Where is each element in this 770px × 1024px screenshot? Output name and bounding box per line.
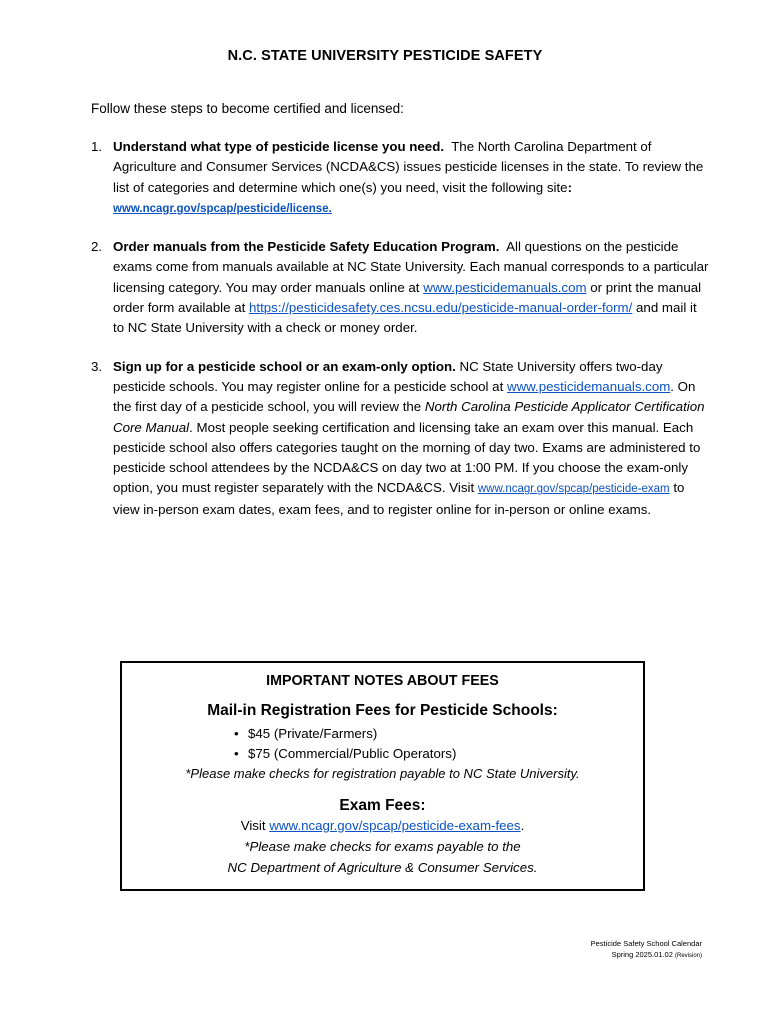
step-lead: Sign up for a pesticide school or an exam-only option. (113, 358, 456, 374)
pesticide-manuals-link[interactable]: www.pesticidemanuals.com (423, 279, 587, 295)
footer-revision: (Revision) (674, 953, 702, 959)
footer (591, 938, 702, 962)
step-text: The North Carolina Department of Agriculture and Consumer Services (NCDA&CS) issues pesticide licenses in the state. To review the list of categories and determine which one(s) you need, visit the following site (113, 139, 704, 195)
step-1 (91, 137, 711, 219)
pesticide-manuals-link[interactable]: www.pesticidemanuals.com (506, 378, 671, 394)
step-3 (91, 357, 711, 520)
steps-list (91, 137, 711, 538)
step-text: and mail it to NC State University with a check or money order. (113, 300, 697, 336)
exam-check-note: *Please make checks for exams payable to the (244, 839, 521, 854)
bullet-icon: • (234, 726, 239, 741)
step-number: 1. (91, 139, 103, 154)
step-text: . Most people seeking certification and licensing take an exam over this manual. Each pesticide school also offers categories taught on the morning of day two. Exams are administered to pesticide school attendees by the NCDA&CS on day two at 1:00 PM. If you choose the exam-only option, you must register separately with the NCDA&CS. Visit (113, 419, 701, 496)
exam-check-note-2: NC Department of Agriculture & Consumer Services. (227, 860, 538, 875)
license-link[interactable]: www.ncagr.gov/spcap/pesticide/license. (113, 202, 332, 215)
step-text: . On the first day of a pesticide school, you will review the (113, 378, 696, 415)
footer-version (591, 949, 702, 962)
exam-fees-link[interactable]: www.ncagr.gov/spcap/pesticide-exam-fees (269, 818, 521, 833)
step-lead: Understand what type of pesticide license you need. (113, 139, 445, 154)
period: . (520, 818, 525, 833)
footer-title: Pesticide Safety School Calendar (590, 939, 702, 948)
list-item (122, 724, 643, 744)
footer-date: Spring 2025.01.02 (611, 950, 673, 959)
pesticide-exam-link[interactable]: www.ncagr.gov/spcap/pesticide-exam (477, 483, 670, 496)
core-manual-title: North Carolina Pesticide Applicator Certification Core Manual (113, 399, 705, 435)
step-number: 2. (91, 239, 103, 255)
registration-check-note: *Please make checks for registration payable to NC State University. (185, 766, 580, 781)
exam-fees-heading: Exam Fees: (339, 797, 426, 814)
step-lead: Order manuals from the Pesticide Safety Education Program. (113, 239, 500, 255)
mail-in-fees-heading: Mail-in Registration Fees for Pesticide Schools: (207, 702, 558, 719)
step-text: NC State University offers two-day pesticide schools. You may register online for a pesticide school at (113, 358, 663, 394)
step-text: All questions on the pesticide exams come from manuals available at NC State University. Each manual corresponds to a particular licensing category. You may order manuals online at (113, 239, 709, 295)
step-text: to view in-person exam dates, exam fees, and to register online for in-person or online exams. (113, 480, 685, 517)
fee-list (122, 724, 643, 764)
intro-text: Follow these steps to become certified and licensed: (91, 101, 404, 116)
step-number: 3. (91, 358, 103, 374)
exam-fees-visit (122, 815, 643, 836)
step-colon: : (567, 179, 572, 195)
fee-item: $75 (Commercial/Public Operators) (248, 746, 457, 761)
step-2 (91, 237, 711, 338)
visit-label: Visit (240, 818, 266, 833)
bullet-icon: • (234, 746, 239, 761)
fees-box (120, 661, 645, 891)
page-title: N.C. STATE UNIVERSITY PESTICIDE SAFETY (227, 48, 543, 64)
fee-item: $45 (Private/Farmers) (248, 726, 378, 741)
fees-title: IMPORTANT NOTES ABOUT FEES (266, 673, 499, 689)
list-item (122, 744, 643, 764)
manual-order-form-link[interactable]: https://pesticidesafety.ces.ncsu.edu/pesticide-manual-order-form/ (249, 300, 633, 316)
step-text: or print the manual order form available at (113, 279, 702, 316)
